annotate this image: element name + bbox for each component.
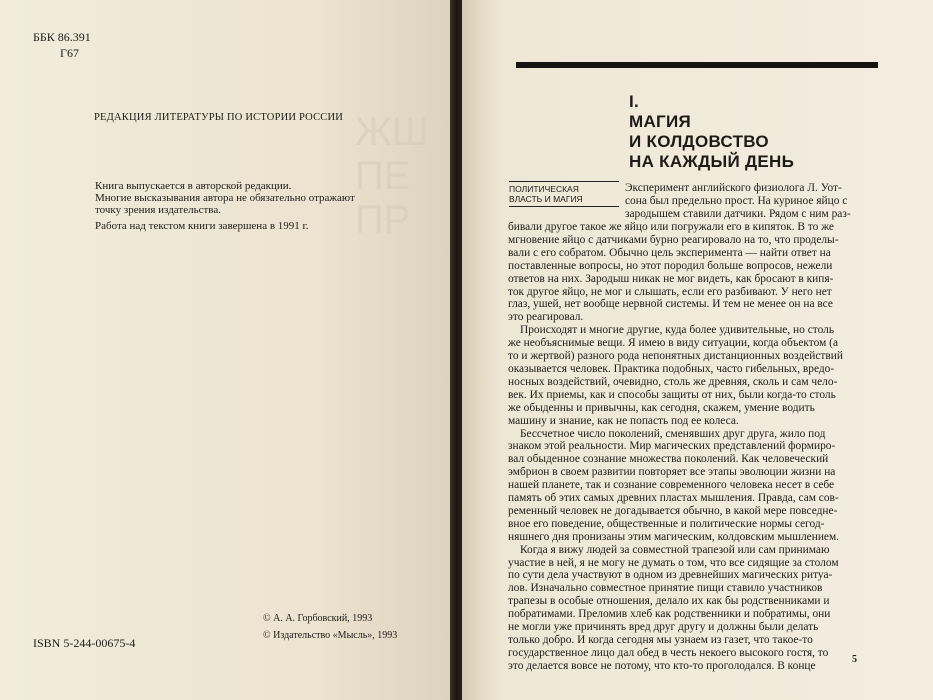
body-line: это делается вовсе не потому, что кто-то проголодался. В конце xyxy=(508,659,816,672)
body-line: поставленные вопросы, но этот породил больше вопросов, нежели xyxy=(508,259,833,272)
chapter-heading xyxy=(629,92,794,172)
left-page xyxy=(0,0,452,700)
chapter-rule xyxy=(516,62,878,68)
body-line: побратимами. Преломив хлеб как родственники и побратимы, они xyxy=(508,608,831,621)
note-line-1: Книга выпускается в авторской редакции. xyxy=(95,180,292,192)
body-text xyxy=(508,221,868,673)
completed-note: Работа над текстом книги завершена в 1991 г. xyxy=(95,220,309,232)
body-line: оказывается человек. Практика подобных, часто гибельных, вредо- xyxy=(508,362,835,375)
bbk-code: ББК 86.391 xyxy=(33,30,91,44)
body-line: трапезы в особые отношения, делало их как бы родственниками и xyxy=(508,595,830,608)
body-line: Когда я вижу людей за совместной трапезой или сам принимаю xyxy=(520,543,830,556)
body-line: то и жертвой) разного рода непонятных дистанционных воздействий xyxy=(508,350,843,363)
body-line: Происходят и многие другие, куда более удивительные, но столь xyxy=(520,324,835,337)
side-heading xyxy=(509,181,619,207)
body-line: не могли уже причинять вред друг другу и должны были делать xyxy=(508,621,819,634)
body-line: же обыденны и привычны, как сегодня, скажем, умение водить xyxy=(508,401,815,414)
isbn: ISBN 5-244-00675-4 xyxy=(33,636,136,650)
copyright-publisher: © Издательство «Мысль», 1993 xyxy=(263,630,398,641)
bleed-through-text: ЖШ ПЕ ПР xyxy=(355,110,429,242)
body-line: же необъяснимые вещи. Я имею в виду ситуации, когда объектом (а xyxy=(508,337,839,350)
body-line: это реагировал. xyxy=(508,311,584,324)
editorial-header: РЕДАКЦИЯ ЛИТЕРАТУРЫ ПО ИСТОРИИ РОССИИ xyxy=(94,112,344,123)
first-line-3: зародышем ставили датчики. Рядом с ним раз- xyxy=(625,207,851,220)
note-line-2: Многие высказывания автора не обязательно отражают xyxy=(95,192,355,204)
chapter-title-line-2: И КОЛДОВСТВО xyxy=(629,132,769,151)
body-line: няшнего дня пронизаны этим магическим, колдовским мышлением. xyxy=(508,530,840,543)
body-line: машину и знание, как не попасть под ее колеса. xyxy=(508,414,739,427)
body-line: бивали другое такое же яйцо или погружали его в кипяток. В то же xyxy=(508,221,834,233)
body-line: Бессчетное число поколений, сменявших друг друга, жило под xyxy=(520,427,826,440)
chapter-number: I. xyxy=(629,92,640,111)
body-line: век. Их приемы, как и способы защиты от них, были когда-то столь xyxy=(508,388,836,401)
body-line: только добро. И когда сегодня мы узнаем из газет, что такое-то xyxy=(508,634,813,646)
body-line: мгновение яйцо с датчиками бурно реагировало на то, что проделы- xyxy=(508,233,839,246)
body-line: вали с его собратом. Обычно цель эксперимента — найти ответ на xyxy=(508,246,831,259)
chapter-title-line-1: МАГИЯ xyxy=(629,112,692,131)
body-line: вал обыденное сознание множества поколений. Как человеческий xyxy=(508,453,829,466)
side-heading-line-2: ВЛАСТЬ И МАГИЯ xyxy=(509,194,583,204)
page-number: 5 xyxy=(852,654,857,665)
note-line-3: точку зрения издательства. xyxy=(95,204,221,216)
body-line: память об этих самых древних пластах мышления. Правда, сам сов- xyxy=(508,492,839,505)
first-lines xyxy=(625,182,851,221)
body-line: носных воздействий, очевидно, столь же древняя, сколь и сам чело- xyxy=(508,375,838,388)
body-line: лов. Изначально совместное принятие пищи ставило участников xyxy=(508,582,823,595)
first-line-1: Эксперимент английского физиолога Л. Уот- xyxy=(625,182,842,194)
chapter-title-line-3: НА КАЖДЫЙ ДЕНЬ xyxy=(629,152,795,171)
first-line-2: сона был предельно прост. На куриное яйцо с xyxy=(625,194,848,207)
body-line: нашей планете, так и сознание современного человека несет в себе xyxy=(508,479,835,492)
copyright-author: © А. А. Горбовский, 1993 xyxy=(263,613,373,624)
body-line: эмбрион в своем развитии повторяет все этапы эволюции жизни на xyxy=(508,466,836,479)
body-line: знаком этой реальности. Мир магических представлений формиро- xyxy=(508,440,836,453)
index-code: Г67 xyxy=(60,46,79,60)
body-line: вное его поведение, общественные и политические нормы сегод- xyxy=(508,517,825,530)
body-line: участие в ней, я не могу не думать о том, что все сидящие за столом xyxy=(508,556,839,569)
body-line: государственное лицо дал обед в честь некоего высокого гостя, то xyxy=(508,646,829,659)
side-heading-line-1: ПОЛИТИЧЕСКАЯ xyxy=(509,184,579,194)
body-line: ток другое яйцо, не мог и слышать, если его разбивают. У него нет xyxy=(508,285,832,298)
body-line: ременный человек не догадывается обычно, в какой мере повседне- xyxy=(508,504,838,517)
body-line: ответов на них. Зародыш никак не мог видеть, как бросают в кипя- xyxy=(508,272,834,285)
body-line: глаз, ушей, нет вообще нервной системы. И тем не менее он на все xyxy=(508,298,833,311)
body-line: по сути дела участвуют в одном из древнейших магических ритуа- xyxy=(508,569,833,582)
